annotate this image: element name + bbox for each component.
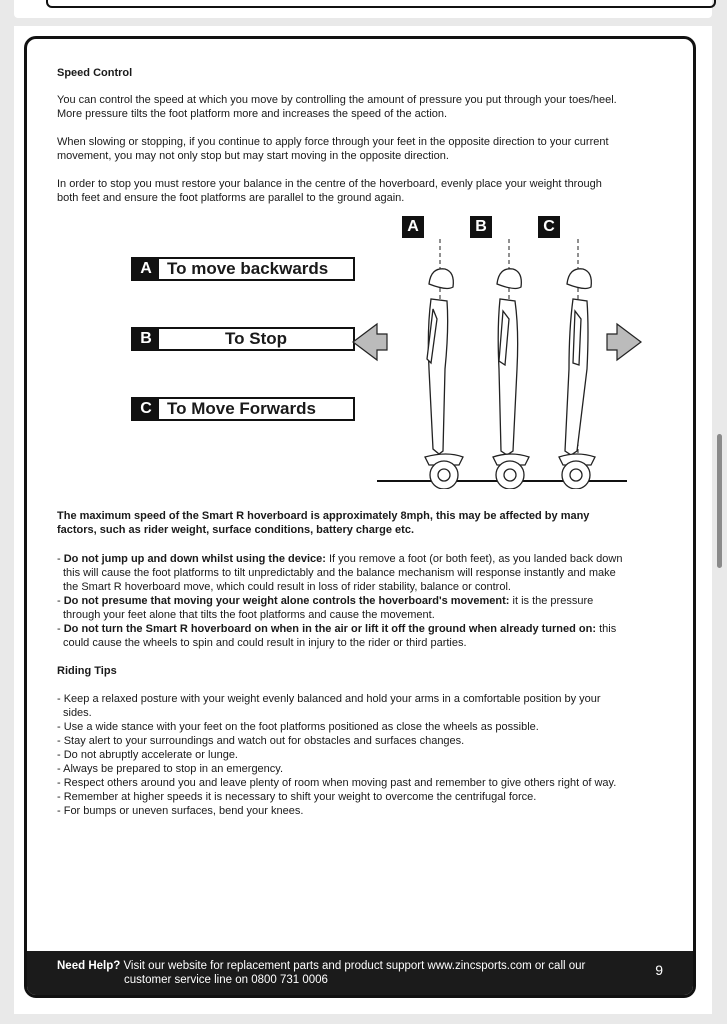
speed-paragraph-3 bbox=[57, 177, 669, 205]
label-text: To move backwards bbox=[167, 259, 329, 278]
text-line: factors, such as rider weight, surface conditions, battery charge etc. bbox=[57, 524, 414, 536]
riding-tips-list bbox=[57, 692, 669, 818]
previous-page-edge bbox=[14, 0, 712, 18]
warning-text: could cause the wheels to spin and could result in injury to the rider or third parties. bbox=[63, 637, 467, 649]
warning-text: the Smart R hoverboard move, which could result in loss of rider stability, balance or control. bbox=[63, 581, 511, 593]
warning-bold: Do not jump up and down whilst using the device: bbox=[63, 553, 326, 565]
arrow-right-icon bbox=[607, 324, 641, 360]
list-item: - Always be prepared to stop in an emergency. bbox=[57, 763, 284, 775]
rider-a bbox=[425, 239, 463, 489]
list-item: - Keep a relaxed posture with your weight evenly balanced and hold your arms in a comfortable position by your bbox=[57, 693, 601, 705]
label-move-forwards bbox=[131, 397, 355, 421]
warning-text: through your feet alone that tilts the foot platforms and cause the movement. bbox=[63, 609, 435, 621]
text-line: The maximum speed of the Smart R hoverboard is approximately 8mph, this may be affected by many bbox=[57, 510, 590, 522]
text-line: both feet and ensure the foot platforms are parallel to the ground again. bbox=[57, 192, 405, 204]
label-text: To Stop bbox=[225, 329, 287, 348]
warning-text: it is the pressure bbox=[509, 595, 594, 607]
page-number: 9 bbox=[655, 962, 663, 978]
list-item: - Do not abruptly accelerate or lunge. bbox=[57, 749, 238, 761]
warning-item: - Do not presume that moving your weight alone controls the hoverboard's movement: it is the pressure through your feet alone that tilts the foot platforms and cause the movement. bbox=[57, 594, 669, 622]
manual-page bbox=[14, 26, 712, 1014]
warning-bold: Do not presume that moving your weight alone controls the hoverboard's movement: bbox=[63, 595, 510, 607]
list-item: - For bumps or uneven surfaces, bend your knees. bbox=[57, 805, 304, 817]
text-line: When slowing or stopping, if you continue to apply force through your feet in the opposite direction to your current bbox=[57, 136, 609, 148]
text-line: movement, you may not only stop but may start moving in the opposite direction. bbox=[57, 150, 449, 162]
page-frame bbox=[24, 36, 696, 998]
list-item: - Remember at higher speeds it is necessary to shift your weight to overcome the centrifugal force. bbox=[57, 791, 537, 803]
scrollbar[interactable] bbox=[717, 434, 722, 568]
warning-text: this bbox=[596, 623, 617, 635]
rider-c bbox=[559, 239, 595, 489]
label-stop bbox=[131, 327, 355, 351]
speed-paragraph-2 bbox=[57, 135, 669, 163]
max-speed-note bbox=[57, 509, 669, 537]
text-line: More pressure tilts the foot platform more and increases the speed of the action. bbox=[57, 108, 448, 120]
warning-text: If you remove a foot (or both feet), as you landed back down bbox=[325, 553, 623, 565]
list-item: sides. bbox=[63, 707, 92, 719]
warning-item: - Do not turn the Smart R hoverboard on when in the air or lift it off the ground when already turned on: this could cause the wheels to spin and could result in injury to the rider or third parties. bbox=[57, 622, 669, 650]
riding-tips-heading: Riding Tips bbox=[57, 665, 117, 677]
figure-letter-b: B bbox=[470, 216, 492, 238]
label-letter: B bbox=[133, 329, 159, 349]
text-line: You can control the speed at which you move by controlling the amount of pressure you put through your toes/heel. bbox=[57, 94, 617, 106]
list-item: - Respect others around you and leave plenty of room when moving past and remember to give others right of way. bbox=[57, 777, 617, 789]
rider-b bbox=[493, 239, 529, 489]
warning-text: this will cause the foot platforms to tilt unpredictably and the balance mechanism will response instantly and make bbox=[63, 567, 616, 579]
figure-letter-a: A bbox=[402, 216, 424, 238]
hoverboard-riders-illustration bbox=[347, 239, 657, 489]
footer-text bbox=[57, 959, 627, 987]
arrow-left-icon bbox=[353, 324, 387, 360]
footer-line: customer service line on 0800 731 0006 bbox=[124, 974, 328, 986]
speed-paragraph-1 bbox=[57, 93, 669, 121]
warning-bold: Do not turn the Smart R hoverboard on when in the air or lift it off the ground when already turned on: bbox=[63, 623, 597, 635]
label-letter: A bbox=[133, 259, 159, 279]
label-text: To Move Forwards bbox=[167, 399, 316, 418]
label-move-backwards bbox=[131, 257, 355, 281]
list-item: - Use a wide stance with your feet on the foot platforms positioned as close the wheels as possible. bbox=[57, 721, 539, 733]
previous-page-frame bbox=[46, 0, 716, 8]
list-item: - Stay alert to your surroundings and watch out for obstacles and surfaces changes. bbox=[57, 735, 465, 747]
warning-item: - Do not jump up and down whilst using the device: If you remove a foot (or both feet), as you landed back down this will cause the foot platforms to tilt unpredictably and the balance mechanism will response instantly and make the Smart R hoverboard move, which could result in loss of rider stability, balance or control. bbox=[57, 552, 669, 594]
speed-control-heading: Speed Control bbox=[57, 67, 133, 79]
footer-line: Visit our website for replacement parts and product support www.zincsports.com or call our bbox=[120, 960, 586, 972]
figure-letter-c: C bbox=[538, 216, 560, 238]
label-letter: C bbox=[133, 399, 159, 419]
footer-help-label: Need Help? bbox=[57, 960, 121, 972]
text-line: In order to stop you must restore your balance in the centre of the hoverboard, evenly place your weight through bbox=[57, 178, 602, 190]
help-footer bbox=[27, 951, 693, 995]
